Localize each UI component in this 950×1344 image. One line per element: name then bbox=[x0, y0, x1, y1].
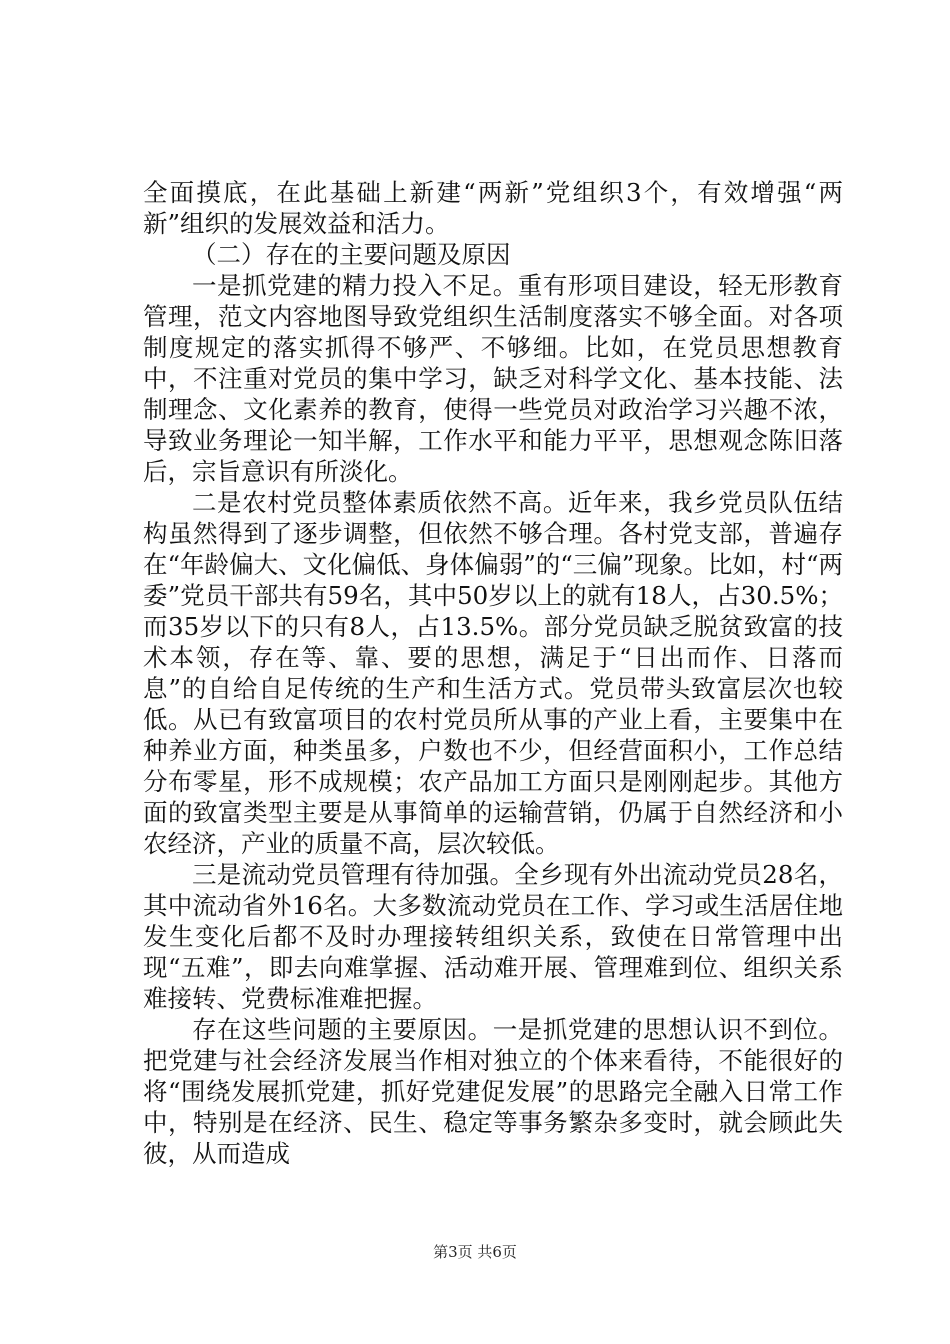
paragraph-problem-one: 一是抓党建的精力投入不足。重有形项目建设，轻无形教育管理，范文内容地图导致党组织生活制度落实不够全面。对各项制度规定的落实抓得不够严、不够细。比如，在党员思想教育中，不注重对党员的集中学习，缺乏对科学文化、基本技能、法制理念、文化素养的教育，使得一些党员对政治学习兴趣不浓，导致业务理论一知半解，工作水平和能力平平，思想观念陈旧落后，宗旨意识有所淡化。 bbox=[143, 271, 843, 486]
paragraph-problem-two: 二是农村党员整体素质依然不高。近年来，我乡党员队伍结构虽然得到了逐步调整，但依然不够合理。各村党支部，普遍存在“年龄偏大、文化偏低、身体偏弱”的“三偏”现象。比如，村“两委”党员干部共有59名，其中50岁以上的就有18人，占30.5%；而35岁以下的只有8人，占13.5%。部分党员缺乏脱贫致富的技术本领，存在等、靠、要的思想，满足于“日出而作、日落而息”的自给自足传统的生产和生活方式。党员带头致富层次也较低。从已有致富项目的农村党员所从事的产业上看，主要集中在种养业方面，种类虽多，户数也不少，但经营面积小，工作总结分布零星，形不成规模；农产品加工方面只是刚刚起步。其他方面的致富类型主要是从事简单的运输营销，仍属于自然经济和小农经济，产业的质量不高，层次较低。 bbox=[143, 488, 843, 858]
paragraph-continuation: 全面摸底，在此基础上新建“两新”党组织3个，有效增强“两新”组织的发展效益和活力。 bbox=[143, 178, 843, 238]
paragraph-problem-three: 三是流动党员管理有待加强。全乡现有外出流动党员28名，其中流动省外16名。大多数流动党员在工作、学习或生活居住地发生变化后都不及时办理接转组织关系，致使在日常管理中出现“五难”，即去向难掌握、活动难开展、管理难到位、组织关系难接转、党费标准难把握。 bbox=[143, 860, 843, 1013]
page-number-footer: 第3页 共6页 bbox=[433, 1243, 517, 1261]
paragraph-causes: 存在这些问题的主要原因。一是抓党建的思想认识不到位。把党建与社会经济发展当作相对独立的个体来看待，不能很好的将“围绕发展抓党建，抓好党建促发展”的思路完全融入日常工作中，特别是在经济、民生、稳定等事务繁杂多变时，就会顾此失彼，从而造成 bbox=[143, 1015, 843, 1168]
section-heading: （二）存在的主要问题及原因 bbox=[192, 240, 511, 269]
document-body bbox=[143, 177, 843, 1169]
